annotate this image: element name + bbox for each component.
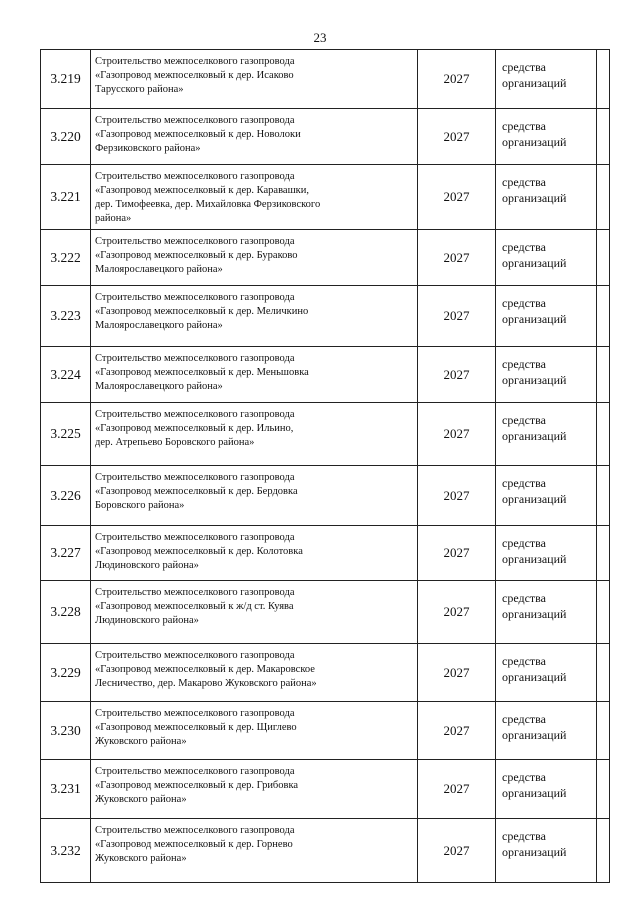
row-description xyxy=(91,230,418,286)
funding-source-line: средства xyxy=(502,654,547,668)
description-line: «Газопровод межпоселковый к дер. Исаково xyxy=(95,70,294,81)
funding-source-line: организаций xyxy=(502,191,567,205)
funding-source-line: средства xyxy=(502,829,547,843)
funding-source-line: организаций xyxy=(502,492,567,506)
funding-source-line: организаций xyxy=(502,845,567,859)
row-number: 3.220 xyxy=(41,109,91,165)
row-number: 3.229 xyxy=(41,644,91,702)
funding-source-line: организаций xyxy=(502,429,567,443)
funding-source-line: средства xyxy=(502,476,547,490)
row-year: 2027 xyxy=(418,644,496,702)
row-year: 2027 xyxy=(418,165,496,230)
description-line: Строительство межпоселкового газопровода xyxy=(95,56,295,67)
row-description xyxy=(91,702,418,760)
description-line: Тарусского района» xyxy=(95,84,184,95)
description-line: «Газопровод межпоселковый к дер. Бураково xyxy=(95,250,298,261)
table-row xyxy=(41,109,610,165)
description-line: Строительство межпоселкового газопровода xyxy=(95,353,295,364)
description-line: «Газопровод межпоселковый к дер. Меньшовка xyxy=(95,367,309,378)
description-line: Лесничество, дер. Макарово Жуковского района» xyxy=(95,678,317,689)
funding-source-line: организаций xyxy=(502,786,567,800)
table-row xyxy=(41,644,610,702)
funding-source-line: организаций xyxy=(502,607,567,621)
row-empty-cell xyxy=(597,760,610,819)
row-empty-cell xyxy=(597,347,610,403)
program-table xyxy=(40,49,610,883)
description-line: Малоярославецкого района» xyxy=(95,320,223,331)
row-number: 3.226 xyxy=(41,466,91,526)
description-line: «Газопровод межпоселковый к дер. Грибовка xyxy=(95,780,299,791)
funding-source-line: средства xyxy=(502,770,547,784)
row-description xyxy=(91,466,418,526)
row-description xyxy=(91,644,418,702)
row-empty-cell xyxy=(597,230,610,286)
table-row xyxy=(41,581,610,644)
row-empty-cell xyxy=(597,165,610,230)
description-line: «Газопровод межпоселковый к дер. Макаровское xyxy=(95,664,315,675)
row-year: 2027 xyxy=(418,109,496,165)
funding-source-line: организаций xyxy=(502,728,567,742)
funding-source-line: средства xyxy=(502,413,547,427)
description-line: Людиновского района» xyxy=(95,560,199,571)
description-line: «Газопровод межпоселковый к дер. Колотовка xyxy=(95,546,303,557)
funding-source-line: средства xyxy=(502,240,547,254)
funding-source-line: средства xyxy=(502,591,547,605)
row-description xyxy=(91,286,418,347)
description-line: Жуковского района» xyxy=(95,794,187,805)
row-empty-cell xyxy=(597,581,610,644)
row-year: 2027 xyxy=(418,819,496,883)
funding-source-line: организаций xyxy=(502,670,567,684)
row-funding-source xyxy=(496,165,597,230)
row-empty-cell xyxy=(597,403,610,466)
description-line: «Газопровод межпоселковый к дер. Новолоки xyxy=(95,129,301,140)
row-empty-cell xyxy=(597,50,610,109)
funding-source-line: средства xyxy=(502,536,547,550)
row-number: 3.219 xyxy=(41,50,91,109)
row-funding-source xyxy=(496,760,597,819)
table-row xyxy=(41,50,610,109)
row-empty-cell xyxy=(597,819,610,883)
funding-source-line: средства xyxy=(502,175,547,189)
row-year: 2027 xyxy=(418,526,496,581)
row-year: 2027 xyxy=(418,347,496,403)
funding-source-line: средства xyxy=(502,357,547,371)
description-line: Людиновского района» xyxy=(95,615,199,626)
description-line: Строительство межпоселкового газопровода xyxy=(95,825,295,836)
row-description xyxy=(91,109,418,165)
row-funding-source xyxy=(496,819,597,883)
row-number: 3.232 xyxy=(41,819,91,883)
description-line: Строительство межпоселкового газопровода xyxy=(95,409,295,420)
row-funding-source xyxy=(496,286,597,347)
description-line: Боровского района» xyxy=(95,500,185,511)
row-number: 3.223 xyxy=(41,286,91,347)
funding-source-line: средства xyxy=(502,119,547,133)
description-line: «Газопровод межпоселковый к дер. Щиглево xyxy=(95,722,297,733)
description-line: Жуковского района» xyxy=(95,853,187,864)
row-empty-cell xyxy=(597,286,610,347)
row-funding-source xyxy=(496,50,597,109)
funding-source-line: средства xyxy=(502,296,547,310)
description-line: Строительство межпоселкового газопровода xyxy=(95,532,295,543)
funding-source-line: организаций xyxy=(502,552,567,566)
description-line: района» xyxy=(95,213,132,224)
description-line: «Газопровод межпоселковый к дер. Меличкино xyxy=(95,306,309,317)
row-number: 3.228 xyxy=(41,581,91,644)
row-year: 2027 xyxy=(418,286,496,347)
row-description xyxy=(91,50,418,109)
row-number: 3.230 xyxy=(41,702,91,760)
funding-source-line: средства xyxy=(502,60,547,74)
table-row xyxy=(41,702,610,760)
funding-source-line: организаций xyxy=(502,373,567,387)
table-row xyxy=(41,760,610,819)
row-empty-cell xyxy=(597,702,610,760)
description-line: Жуковского района» xyxy=(95,736,187,747)
row-number: 3.221 xyxy=(41,165,91,230)
row-description xyxy=(91,347,418,403)
description-line: Малоярославецкого района» xyxy=(95,264,223,275)
row-description xyxy=(91,760,418,819)
funding-source-line: организаций xyxy=(502,256,567,270)
description-line: Строительство межпоселкового газопровода xyxy=(95,587,295,598)
description-line: Строительство межпоселкового газопровода xyxy=(95,766,295,777)
description-line: дер. Атрепьево Боровского района» xyxy=(95,437,255,448)
funding-source-line: организаций xyxy=(502,312,567,326)
description-line: «Газопровод межпоселковый к дер. Ильино, xyxy=(95,423,294,434)
table-row xyxy=(41,286,610,347)
row-funding-source xyxy=(496,466,597,526)
description-line: «Газопровод межпоселковый к дер. Каравашки, xyxy=(95,185,310,196)
row-year: 2027 xyxy=(418,230,496,286)
description-line: дер. Тимофеевка, дер. Михайловка Ферзиковского xyxy=(95,199,321,210)
row-description xyxy=(91,819,418,883)
description-line: Малоярославецкого района» xyxy=(95,381,223,392)
row-description xyxy=(91,526,418,581)
row-description xyxy=(91,581,418,644)
row-number: 3.227 xyxy=(41,526,91,581)
row-funding-source xyxy=(496,403,597,466)
row-funding-source xyxy=(496,109,597,165)
row-year: 2027 xyxy=(418,760,496,819)
row-funding-source xyxy=(496,230,597,286)
row-funding-source xyxy=(496,702,597,760)
table-row xyxy=(41,403,610,466)
description-line: Строительство межпоселкового газопровода xyxy=(95,472,295,483)
table-row xyxy=(41,347,610,403)
row-empty-cell xyxy=(597,109,610,165)
row-year: 2027 xyxy=(418,403,496,466)
page-number: 23 xyxy=(313,30,327,45)
description-line: Строительство межпоселкового газопровода xyxy=(95,236,295,247)
description-line: Строительство межпоселкового газопровода xyxy=(95,171,295,182)
table-body xyxy=(41,50,610,883)
description-line: «Газопровод межпоселковый к дер. Бердовка xyxy=(95,486,298,497)
row-number: 3.224 xyxy=(41,347,91,403)
funding-source-line: организаций xyxy=(502,135,567,149)
row-empty-cell xyxy=(597,526,610,581)
funding-source-line: организаций xyxy=(502,76,567,90)
row-year: 2027 xyxy=(418,581,496,644)
row-funding-source xyxy=(496,581,597,644)
funding-source-line: средства xyxy=(502,712,547,726)
description-line: Строительство межпоселкового газопровода xyxy=(95,708,295,719)
row-funding-source xyxy=(496,644,597,702)
table-row xyxy=(41,819,610,883)
description-line: «Газопровод межпоселковый к ж/д ст. Куява xyxy=(95,601,294,612)
row-number: 3.225 xyxy=(41,403,91,466)
row-description xyxy=(91,403,418,466)
row-year: 2027 xyxy=(418,702,496,760)
description-line: Ферзиковского района» xyxy=(95,143,201,154)
description-line: «Газопровод межпоселковый к дер. Горнево xyxy=(95,839,293,850)
row-year: 2027 xyxy=(418,466,496,526)
row-funding-source xyxy=(496,526,597,581)
table-row xyxy=(41,526,610,581)
description-line: Строительство межпоселкового газопровода xyxy=(95,292,295,303)
description-line: Строительство межпоселкового газопровода xyxy=(95,650,295,661)
table-row xyxy=(41,165,610,230)
row-empty-cell xyxy=(597,644,610,702)
table-row xyxy=(41,466,610,526)
row-number: 3.222 xyxy=(41,230,91,286)
table-row xyxy=(41,230,610,286)
row-empty-cell xyxy=(597,466,610,526)
description-line: Строительство межпоселкового газопровода xyxy=(95,115,295,126)
row-funding-source xyxy=(496,347,597,403)
row-year: 2027 xyxy=(418,50,496,109)
row-description xyxy=(91,165,418,230)
row-number: 3.231 xyxy=(41,760,91,819)
